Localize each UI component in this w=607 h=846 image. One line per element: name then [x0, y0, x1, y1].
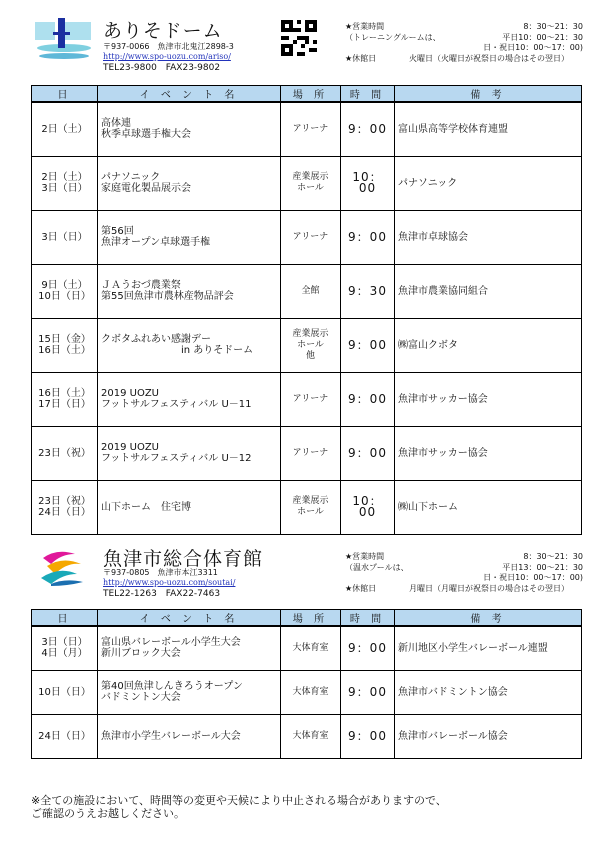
event-place: アリーナ	[281, 426, 341, 480]
table-row	[32, 480, 582, 534]
table-header: 日 イ ベ ン ト 名 場 所 時 間 備 考	[32, 610, 582, 627]
event-time: 9：00	[341, 426, 395, 480]
opening-hours: ★営業時間 8：30～21：30 （トレーニングルームは、 平日10：00～21：30 日・祝日10：00～17：00) ★休館日 火曜日（火曜日が祝祭日の場合はその翌日）	[345, 22, 583, 63]
event-name: 富山県バレーボール小学生大会 新川ブロック大会	[98, 626, 281, 670]
event-time: 10：00	[341, 156, 395, 210]
venue-ariso-dome	[31, 16, 583, 73]
event-place: 大体育室	[281, 670, 341, 714]
event-table	[31, 609, 582, 759]
event-name: 高体連 秋季卓球選手権大会	[98, 102, 281, 156]
event-date: 2日（土）	[32, 102, 98, 156]
event-date: 16日（土） 17日（日）	[32, 372, 98, 426]
event-note: 魚津市卓球協会	[395, 210, 582, 264]
event-note: 富山県高等学校体育連盟	[395, 102, 582, 156]
table-row	[32, 318, 582, 372]
event-name: 第40回魚津しんきろうオープン バドミントン大会	[98, 670, 281, 714]
event-note: ㈱山下ホーム	[395, 480, 582, 534]
venue-name: ありそドーム	[103, 20, 223, 42]
event-note: 魚津市バレーボール協会	[395, 714, 582, 758]
table-row	[32, 102, 582, 156]
event-name: 2019 UOZU フットサルフェスティバル U－11	[98, 372, 281, 426]
event-date: 3日（日）	[32, 210, 98, 264]
uozu-gym-logo	[37, 548, 87, 588]
event-time: 9：00	[341, 626, 395, 670]
event-place: アリーナ	[281, 102, 341, 156]
event-place: 産業展示 ホール 他	[281, 318, 341, 372]
event-name: クボタふれあい感謝デー in ありそドーム	[98, 318, 281, 372]
event-table	[31, 85, 582, 535]
event-time: 10：00	[341, 480, 395, 534]
table-row	[32, 670, 582, 714]
table-row	[32, 156, 582, 210]
event-note: パナソニック	[395, 156, 582, 210]
event-time: 9：30	[341, 264, 395, 318]
event-note: 魚津市バドミントン協会	[395, 670, 582, 714]
venue-tel: TEL23-9800 FAX23-9802	[103, 63, 221, 73]
event-time: 9：00	[341, 318, 395, 372]
event-date: 10日（日）	[32, 670, 98, 714]
table-header: 日 イ ベ ン ト 名 場 所 時 間 備 考	[32, 86, 582, 103]
table-row	[32, 210, 582, 264]
event-date: 9日（土） 10日（日）	[32, 264, 98, 318]
venue-uozu-gym	[31, 544, 583, 599]
opening-hours: ★営業時間 8：30～21：30 （温水プールは、 平日13：00～21：30 日・祝日10：00～17：00) ★休館日 月曜日（月曜日が祝祭日の場合はその翌日）	[345, 552, 583, 593]
venue-address: 〒937-0066 魚津市北鬼江2898-3	[103, 42, 234, 51]
venue-header	[31, 16, 583, 73]
event-place: 大体育室	[281, 626, 341, 670]
event-note: 魚津市サッカー協会	[395, 426, 582, 480]
event-time: 9：00	[341, 210, 395, 264]
event-date: 2日（土） 3日（日）	[32, 156, 98, 210]
qr-code-icon	[281, 20, 317, 56]
event-date: 3日（日） 4日（月）	[32, 626, 98, 670]
event-place: アリーナ	[281, 210, 341, 264]
footer-notice: ※全ての施設において、時間等の変更や天候により中止される場合がありますので、 ご確認のうえお越しください。	[31, 794, 447, 820]
venue-address: 〒937-0805 魚津市本江3311	[103, 568, 218, 577]
event-name: 第56回 魚津オープン卓球選手権	[98, 210, 281, 264]
event-date: 23日（祝） 24日（日）	[32, 480, 98, 534]
event-time: 9：00	[341, 714, 395, 758]
event-place: アリーナ	[281, 372, 341, 426]
event-date: 15日（金） 16日（土）	[32, 318, 98, 372]
event-note: 魚津市サッカー協会	[395, 372, 582, 426]
event-name: 2019 UOZU フットサルフェスティバル U－12	[98, 426, 281, 480]
event-time: 9：00	[341, 670, 395, 714]
event-name: ＪＡうおづ農業祭 第55回魚津市農林産物品評会	[98, 264, 281, 318]
venue-name: 魚津市総合体育館	[103, 548, 264, 570]
venue-tel: TEL22-1263 FAX22-7463	[103, 589, 221, 599]
event-name: 山下ホーム 住宅博	[98, 480, 281, 534]
venue-url-link[interactable]: http://www.spo-uozu.com/ariso/	[103, 52, 231, 61]
event-date: 23日（祝）	[32, 426, 98, 480]
ariso-dome-logo	[35, 18, 95, 62]
event-note: 魚津市農業協同組合	[395, 264, 582, 318]
event-name: パナソニック 家庭電化製品展示会	[98, 156, 281, 210]
table-row	[32, 426, 582, 480]
venue-url-link[interactable]: http://www.spo-uozu.com/soutai/	[103, 578, 236, 587]
event-note: 新川地区小学生バレーボール連盟	[395, 626, 582, 670]
venue-header	[31, 544, 583, 599]
event-place: 全館	[281, 264, 341, 318]
event-date: 24日（日）	[32, 714, 98, 758]
event-name: 魚津市小学生バレーボール大会	[98, 714, 281, 758]
table-row	[32, 372, 582, 426]
event-place: 産業展示 ホール	[281, 480, 341, 534]
event-place: 大体育室	[281, 714, 341, 758]
table-row	[32, 714, 582, 758]
table-row	[32, 626, 582, 670]
event-time: 9：00	[341, 372, 395, 426]
event-note: ㈱富山クボタ	[395, 318, 582, 372]
table-row	[32, 264, 582, 318]
event-place: 産業展示 ホール	[281, 156, 341, 210]
event-time: 9：00	[341, 102, 395, 156]
